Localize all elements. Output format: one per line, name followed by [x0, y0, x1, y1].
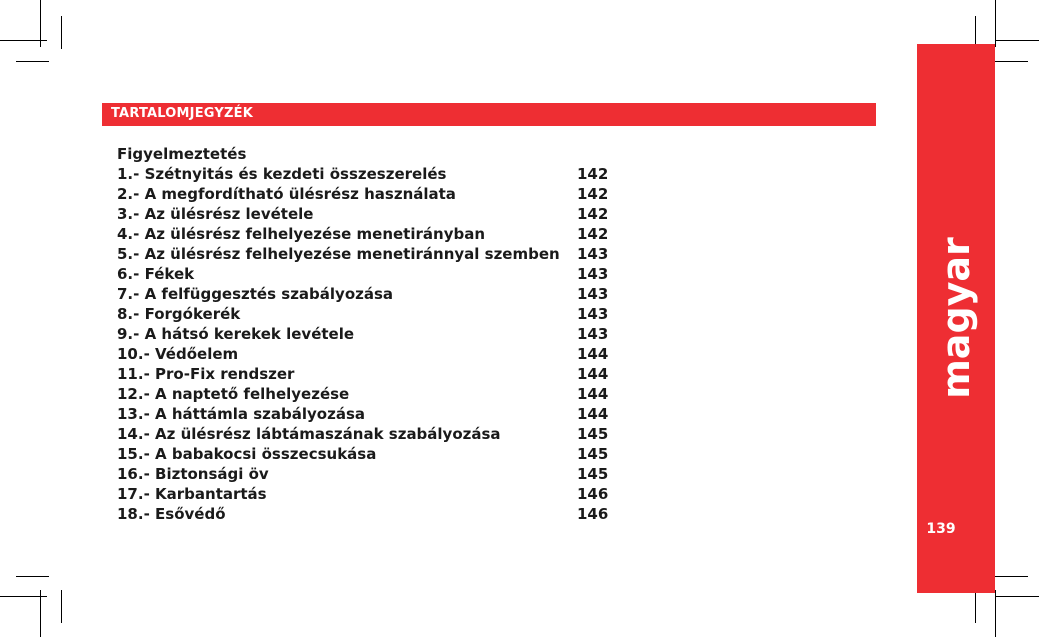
- toc-entry-title: 1.- Szétnyitás és kezdeti összeszerelés: [117, 165, 447, 183]
- toc-entry-title: 14.- Az ülésrész lábtámaszának szabályozása: [117, 425, 501, 443]
- toc-entry-page: 146: [577, 485, 609, 503]
- toc-entry-title: 18.- Esővédő: [117, 505, 226, 523]
- language-tab: [917, 44, 995, 593]
- crop-mark: [61, 16, 62, 49]
- toc-entry: [117, 464, 617, 484]
- toc-entry-page: 143: [577, 305, 609, 323]
- toc-entry-page: 143: [577, 325, 609, 343]
- toc-entry-title: 6.- Fékek: [117, 265, 195, 283]
- toc-entry: [117, 484, 617, 504]
- toc-entry: [117, 304, 617, 324]
- toc-entry-title: 17.- Karbantartás: [117, 485, 267, 503]
- toc-entry-page: 143: [577, 245, 609, 263]
- toc-list: [117, 164, 617, 524]
- crop-mark: [995, 590, 996, 637]
- toc-entry-title: 16.- Biztonsági öv: [117, 465, 269, 483]
- toc-entry-page: 144: [577, 365, 609, 383]
- section-header-bar: [102, 103, 876, 126]
- toc-entry-title: 5.- Az ülésrész felhelyezése menetiránnyal szemben: [117, 245, 560, 263]
- toc-heading: Figyelmeztetés: [117, 145, 247, 163]
- toc-entry: [117, 244, 617, 264]
- crop-mark: [995, 596, 1039, 597]
- crop-mark: [16, 61, 49, 62]
- toc-entry: [117, 344, 617, 364]
- toc-entry: [117, 284, 617, 304]
- toc-entry-title: 9.- A hátsó kerekek levétele: [117, 325, 355, 343]
- toc-entry-page: 146: [577, 505, 609, 523]
- toc-entry: [117, 224, 617, 244]
- toc-entry-page: 145: [577, 425, 609, 443]
- toc-entry: [117, 264, 617, 284]
- toc-entry-page: 144: [577, 345, 609, 363]
- toc-entry: [117, 444, 617, 464]
- toc-entry-page: 142: [577, 185, 609, 203]
- page-number: 139: [926, 521, 956, 537]
- toc-entry: [117, 204, 617, 224]
- toc-entry: [117, 164, 617, 184]
- crop-mark: [995, 40, 1039, 41]
- toc-entry-title: 3.- Az ülésrész levétele: [117, 205, 314, 223]
- toc-entry: [117, 404, 617, 424]
- toc-entry: [117, 324, 617, 344]
- toc-entry-title: 12.- A naptető felhelyezése: [117, 385, 350, 403]
- crop-mark: [995, 576, 1028, 577]
- toc-entry-title: 8.- Forgókerék: [117, 305, 241, 323]
- toc-entry-title: 7.- A felfüggesztés szabályozása: [117, 285, 394, 303]
- crop-mark: [0, 596, 47, 597]
- crop-mark: [40, 590, 41, 637]
- toc-entry: [117, 384, 617, 404]
- language-label: magyar: [934, 237, 978, 399]
- toc-entry-page: 145: [577, 465, 609, 483]
- toc-entry-title: 13.- A háttámla szabályozása: [117, 405, 365, 423]
- toc-entry-page: 143: [577, 265, 609, 283]
- crop-mark: [995, 61, 1028, 62]
- toc-entry-title: 15.- A babakocsi összecsukása: [117, 445, 377, 463]
- toc-entry-page: 142: [577, 205, 609, 223]
- toc-entry: [117, 424, 617, 444]
- toc-entry: [117, 504, 617, 524]
- crop-mark: [16, 576, 49, 577]
- crop-mark: [975, 590, 976, 623]
- toc-entry-page: 145: [577, 445, 609, 463]
- toc-entry-title: 4.- Az ülésrész felhelyezése menetirányban: [117, 225, 486, 243]
- toc-entry: [117, 364, 617, 384]
- toc-entry-page: 144: [577, 405, 609, 423]
- crop-mark: [61, 590, 62, 623]
- toc-entry-page: 144: [577, 385, 609, 403]
- crop-mark: [0, 40, 47, 41]
- toc-entry-page: 142: [577, 165, 609, 183]
- toc-entry-title: 11.- Pro-Fix rendszer: [117, 365, 295, 383]
- toc-entry-page: 142: [577, 225, 609, 243]
- section-title: TARTALOMJEGYZÉK: [111, 106, 253, 121]
- toc-entry-title: 2.- A megfordítható ülésrész használata: [117, 185, 456, 203]
- toc-entry: [117, 184, 617, 204]
- toc-entry-title: 10.- Védőelem: [117, 345, 239, 363]
- toc-entry-page: 143: [577, 285, 609, 303]
